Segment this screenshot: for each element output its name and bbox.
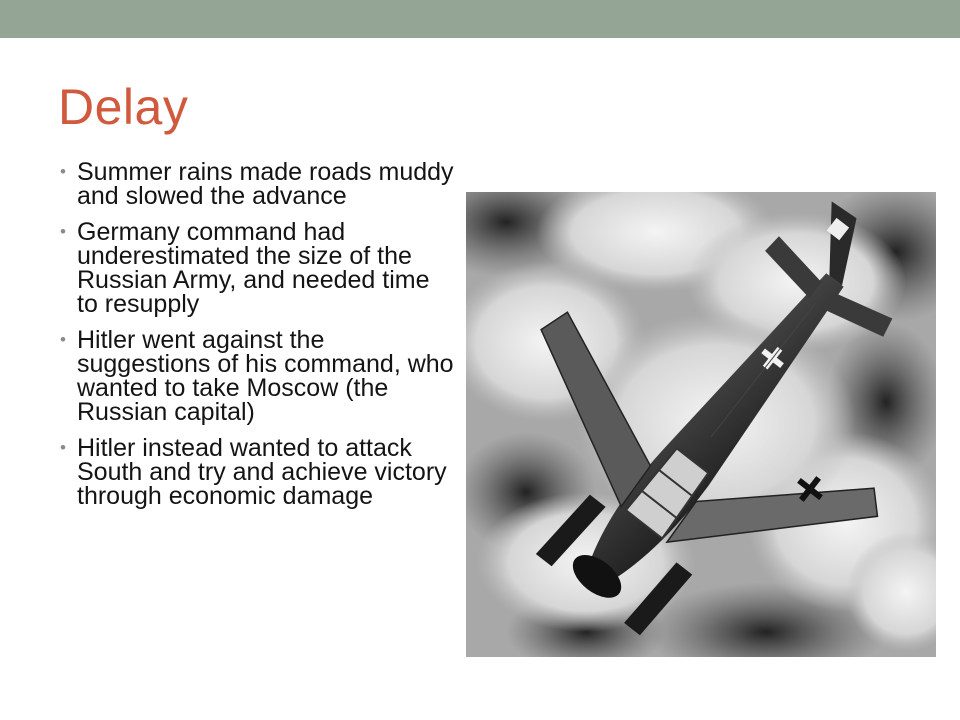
bullet-text: Hitler went against the suggestions of his command, who wanted to take Moscow (the Russian capital) — [77, 326, 454, 426]
bullet-item — [60, 160, 455, 208]
aircraft-photo — [466, 192, 936, 657]
aircraft-photo-graphic — [466, 192, 936, 657]
bullet-text: Summer rains made roads muddy and slowed the advance — [77, 158, 454, 210]
bullet-list — [60, 160, 455, 520]
slide-title: Delay — [58, 79, 189, 135]
bullet-item — [60, 220, 455, 316]
bullet-icon: • — [60, 222, 66, 241]
bullet-text: Germany command had underestimated the size of the Russian Army, and needed time to resupply — [77, 218, 430, 318]
bullet-icon: • — [60, 330, 66, 349]
bullet-text: Hitler instead wanted to attack South and try and achieve victory through economic damage — [77, 434, 447, 510]
bullet-icon: • — [60, 438, 66, 457]
top-accent-bar — [0, 0, 960, 38]
bullet-item — [60, 328, 455, 424]
bullet-icon: • — [60, 162, 66, 181]
bullet-item — [60, 436, 455, 508]
